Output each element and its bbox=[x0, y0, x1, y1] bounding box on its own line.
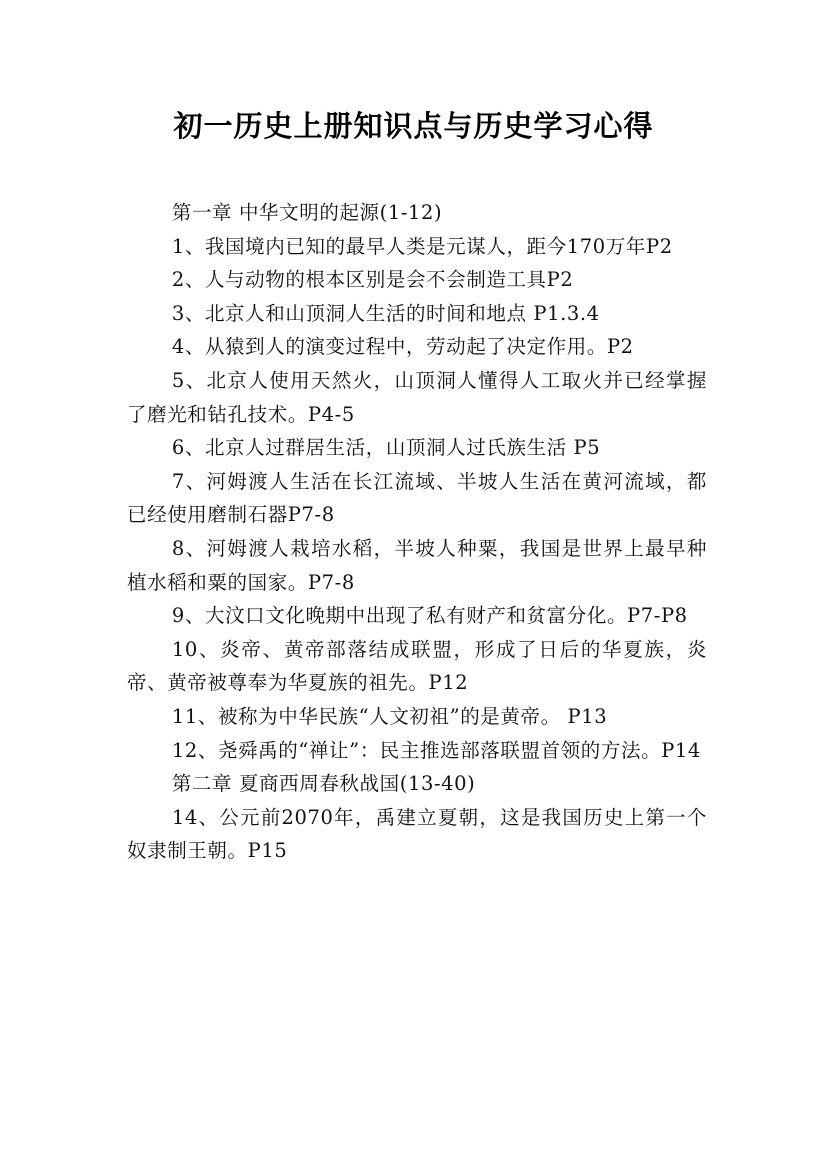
knowledge-point-3: 3、北京人和山顶洞人生活的时间和地点 P1.3.4 bbox=[171, 301, 600, 325]
knowledge-point-5: 5、北京人使用天然火，山顶洞人懂得人工取火并已经掌握了磨光和钻孔技术。P4-5 bbox=[127, 368, 707, 426]
chapter-heading-2: 第二章 夏商西周春秋战国(13-40) bbox=[171, 772, 476, 796]
knowledge-point-9: 9、大汶口文化晚期中出现了私有财产和贫富分化。P7-P8 bbox=[171, 604, 688, 628]
knowledge-point-10: 10、炎帝、黄帝部落结成联盟，形成了日后的华夏族，炎帝、黄帝被尊奉为华夏族的祖先。P12 bbox=[127, 637, 707, 695]
chapter-heading-1: 第一章 中华文明的起源(1-12) bbox=[171, 201, 443, 224]
knowledge-point-7: 7、河姆渡人生活在长江流域、半坡人生活在黄河流域，都已经使用磨制石器P7-8 bbox=[127, 469, 707, 527]
document-body bbox=[127, 196, 707, 868]
knowledge-point-12: 12、尧舜禹的“禅让”：民主推选部落联盟首领的方法。P14 bbox=[171, 738, 701, 762]
knowledge-point-1: 1、我国境内已知的最早人类是元谋人，距今170万年P2 bbox=[171, 234, 673, 258]
knowledge-point-8: 8、河姆渡人栽培水稻，半坡人种粟，我国是世界上最早种植水稻和粟的国家。P7-8 bbox=[127, 536, 707, 594]
knowledge-point-11: 11、被称为中华民族“人文初祖”的是黄帝。 P13 bbox=[171, 704, 608, 728]
knowledge-point-2: 2、人与动物的根本区别是会不会制造工具P2 bbox=[171, 268, 574, 292]
knowledge-point-6: 6、北京人过群居生活，山顶洞人过氏族生活 P5 bbox=[171, 436, 601, 460]
knowledge-point-4: 4、从猿到人的演变过程中，劳动起了决定作用。P2 bbox=[171, 335, 634, 359]
knowledge-point-14: 14、公元前2070年，禹建立夏朝，这是我国历史上第一个奴隶制王朝。P15 bbox=[127, 805, 707, 863]
document-title: 初一历史上册知识点与历史学习心得 bbox=[173, 109, 654, 143]
